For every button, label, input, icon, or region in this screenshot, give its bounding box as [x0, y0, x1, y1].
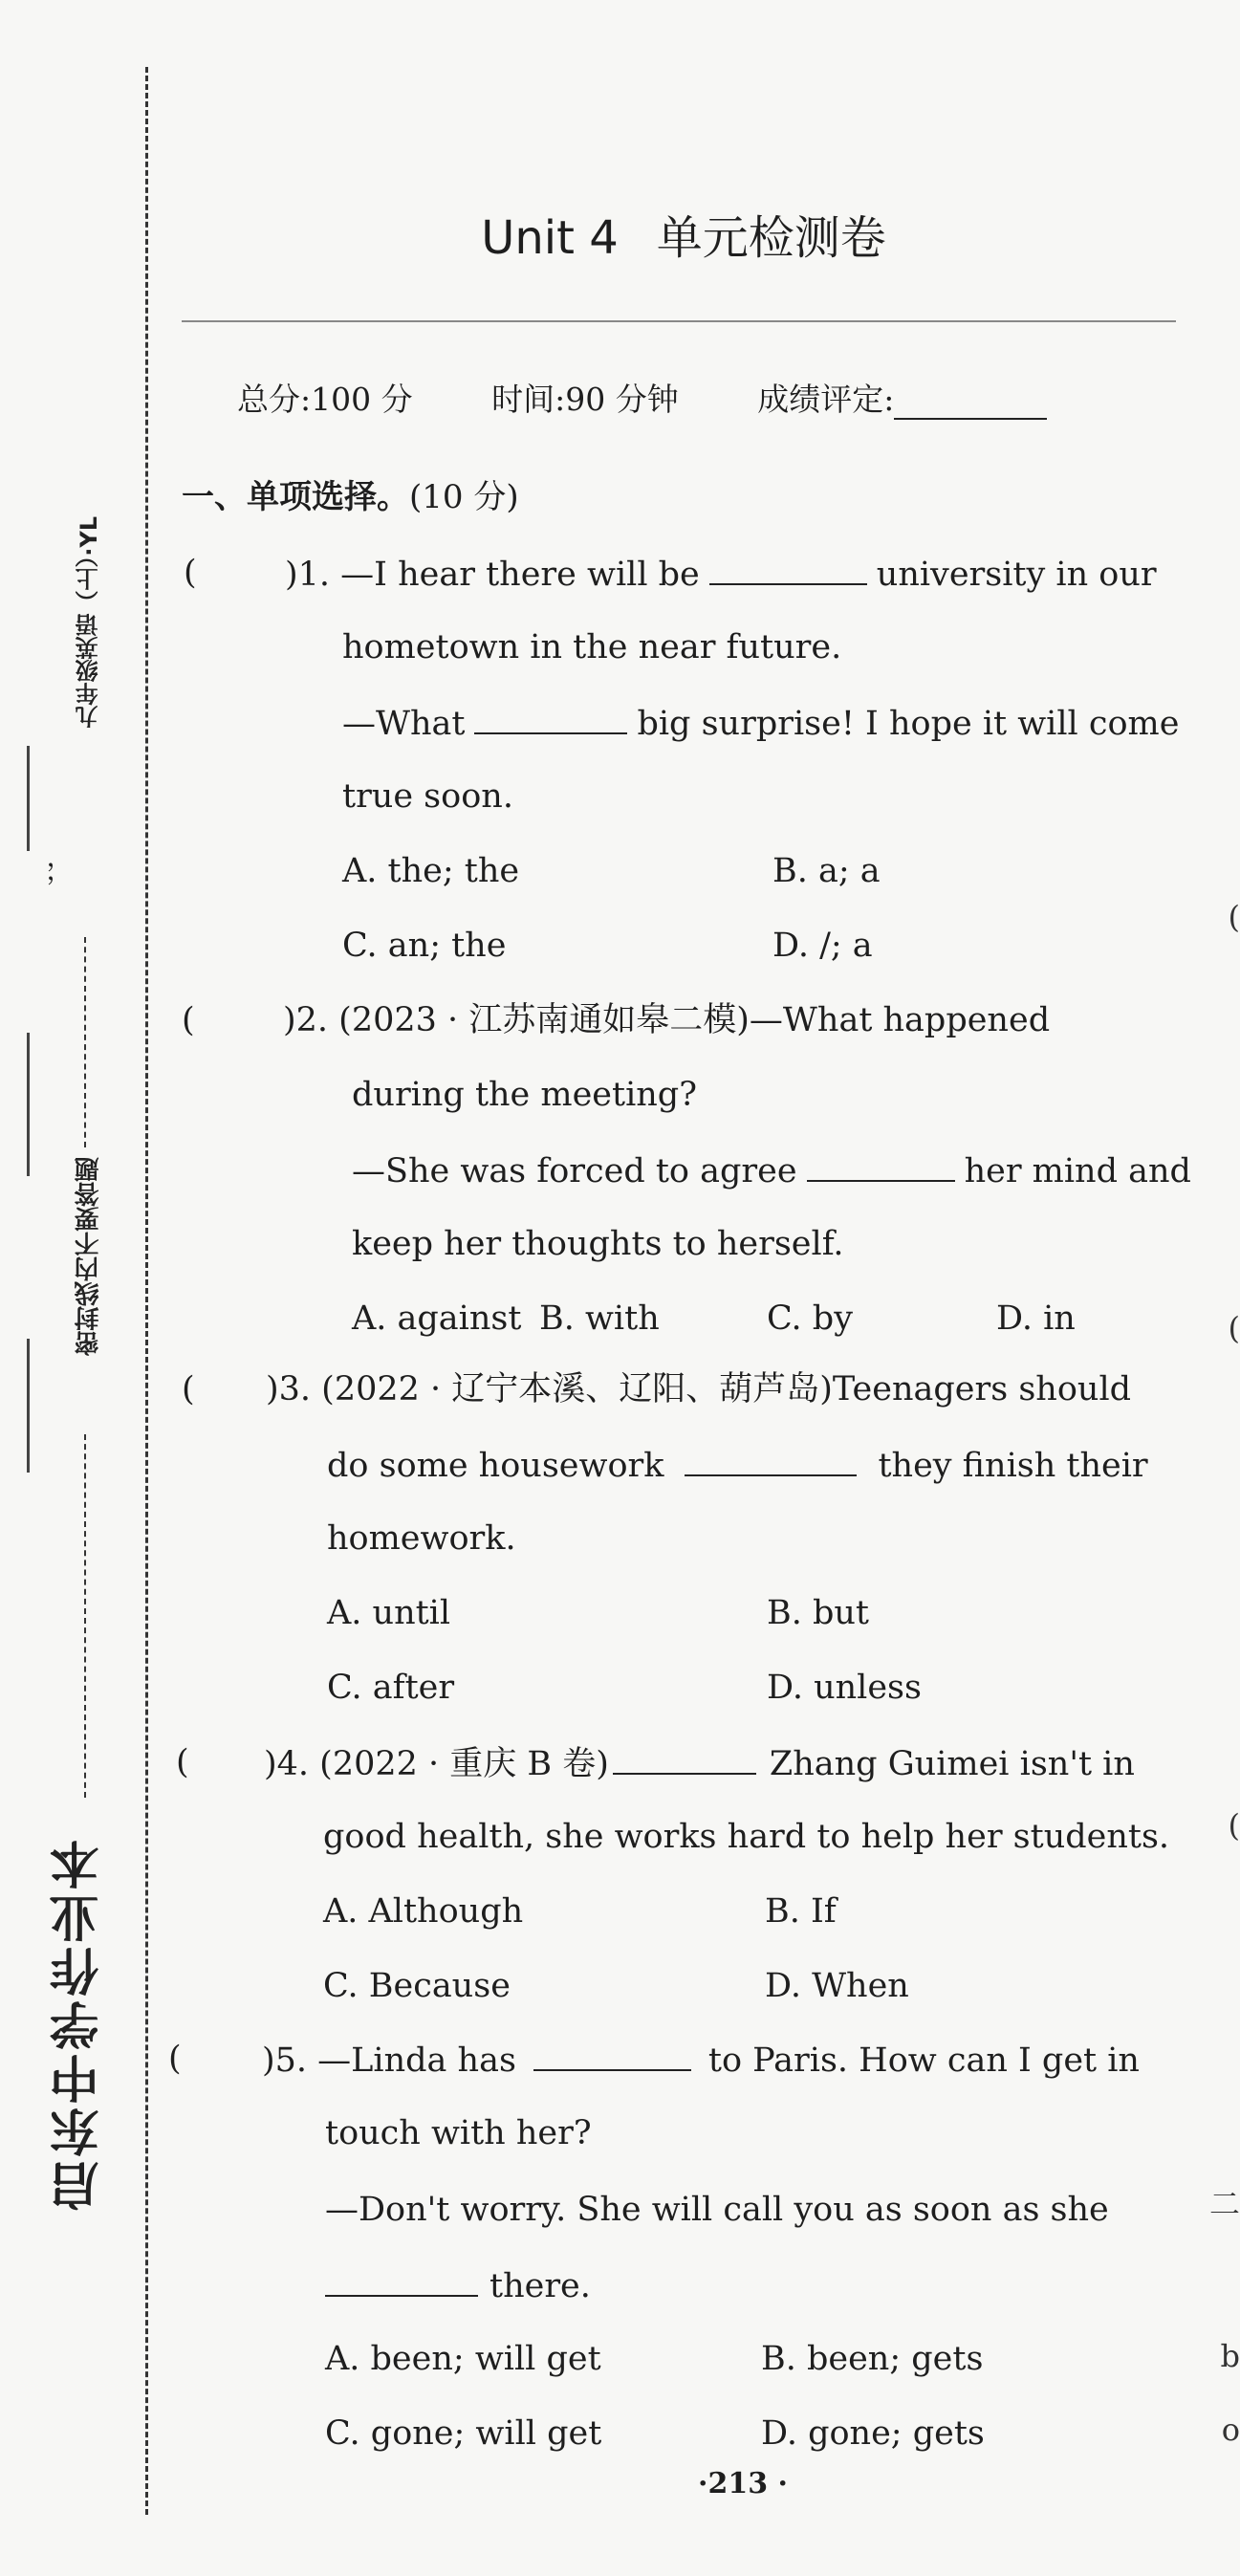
score-info	[237, 375, 1047, 420]
q2-response-a: —She was forced to agree	[352, 1152, 797, 1190]
option-a[interactable]: A. Although	[323, 1892, 524, 1931]
edge-mark: 二	[1208, 2186, 1240, 2222]
q1-stem-b: university in our	[876, 556, 1157, 594]
edge-mark: (	[1228, 1310, 1240, 1346]
q5-stem-a	[262, 2039, 1140, 2081]
option-b[interactable]: B. a; a	[772, 852, 881, 890]
option-c[interactable]: C. an; the	[342, 927, 507, 965]
q4-stem-a1: )4. (2022 · 重庆 B 卷)	[264, 1745, 609, 1783]
total-score: 总分:100 分	[237, 381, 413, 418]
q1-stem-c: hometown in the near future.	[342, 628, 842, 666]
answer-bracket[interactable]: (	[182, 1001, 195, 1039]
option-b[interactable]: B. with	[539, 1299, 660, 1338]
q2-response-c: keep her thoughts to herself.	[352, 1225, 844, 1263]
option-c[interactable]: C. Because	[323, 1967, 511, 2005]
name-field-line	[27, 746, 30, 851]
q1-response-c: true soon.	[342, 777, 513, 816]
option-d[interactable]: D. in	[996, 1299, 1076, 1338]
option-c[interactable]: C. after	[327, 1669, 455, 1707]
time-limit: 时间:90 分钟	[491, 381, 679, 418]
edge-mark: (	[1228, 1807, 1240, 1844]
option-a[interactable]: A. until	[327, 1594, 451, 1632]
class-field-line	[27, 1033, 30, 1176]
q1-response-b: big surprise! I hope it will come	[637, 705, 1180, 743]
test-title: 单元检测卷	[656, 211, 886, 265]
cut-line	[145, 67, 148, 2515]
q1-response-a: —What	[342, 705, 466, 743]
q5-response-b	[325, 2264, 591, 2306]
grade-subject-label: 九年级英语（上）·YL	[76, 516, 102, 729]
edge-mark: o	[1221, 2412, 1240, 2448]
option-a[interactable]: A. the; the	[342, 852, 520, 890]
option-b[interactable]: B. been; gets	[761, 2340, 984, 2378]
q1-response	[342, 702, 1179, 744]
q3-stem-a: )3. (2022 · 辽宁本溪、辽阳、葫芦岛)Teenagers should	[266, 1370, 1132, 1408]
answer-blank[interactable]	[685, 1444, 857, 1476]
section-heading	[182, 470, 519, 517]
option-b[interactable]: B. If	[765, 1892, 837, 1931]
q5-response-c: there.	[489, 2267, 591, 2305]
seal-dash-lower	[84, 1434, 86, 1798]
q2-stem-a: )2. (2023 · 江苏南通如皋二模)—What happened	[283, 1001, 1051, 1039]
option-b[interactable]: B. but	[767, 1594, 869, 1632]
number-field-line	[27, 1339, 30, 1473]
option-c[interactable]: C. by	[767, 1299, 853, 1338]
option-d[interactable]: D. gone; gets	[761, 2414, 985, 2453]
option-a[interactable]: A. against	[352, 1299, 522, 1338]
answer-bracket[interactable]: (	[168, 2040, 182, 2078]
answer-blank[interactable]	[613, 1742, 756, 1775]
answer-blank[interactable]	[709, 553, 867, 585]
q1-stem-a: )1. —I hear there will be	[285, 556, 700, 594]
answer-blank[interactable]	[533, 2039, 691, 2071]
option-d[interactable]: D. When	[765, 1967, 909, 2005]
option-a[interactable]: A. been; will get	[325, 2340, 601, 2378]
edge-mark: b	[1220, 2338, 1240, 2374]
binding-margin	[0, 0, 134, 2576]
grade-blank[interactable]	[894, 389, 1047, 420]
q3-stem-c: homework.	[327, 1519, 516, 1558]
question-text	[285, 553, 1157, 595]
answer-bracket[interactable]: (	[184, 554, 197, 592]
section-score: (10 分)	[409, 478, 519, 516]
school-name: 启东中学作业本	[51, 1836, 108, 2211]
title-divider	[182, 320, 1176, 322]
seal-line-notice: 密封线内不要答题	[75, 1157, 103, 1356]
option-d[interactable]: D. /; a	[772, 927, 873, 965]
margin-marks: ，，	[25, 861, 56, 901]
q3-stem-b	[327, 1444, 1148, 1486]
page-number: ·213 ·	[698, 2467, 788, 2500]
q5-response-a: —Don't worry. She will call you as soon as she	[325, 2191, 1109, 2229]
q4-stem-a	[264, 1742, 1135, 1784]
answer-bracket[interactable]: (	[182, 1370, 195, 1408]
q5-stem-a2: to Paris. How can I get in	[707, 2041, 1140, 2080]
q2-stem-b: during the meeting?	[352, 1076, 697, 1114]
q2-response-b: her mind and	[964, 1152, 1191, 1190]
q5-stem-b: touch with her?	[325, 2114, 592, 2152]
q2-response	[352, 1149, 1191, 1191]
option-c[interactable]: C. gone; will get	[325, 2414, 602, 2453]
q4-stem-b: good health, she works hard to help her students.	[323, 1818, 1170, 1856]
q5-stem-a1: )5. —Linda has	[262, 2041, 516, 2080]
seal-dash-upper	[84, 937, 86, 1147]
answer-blank[interactable]	[474, 702, 627, 734]
answer-bracket[interactable]: (	[176, 1743, 189, 1781]
q3-stem-b2: they finish their	[878, 1447, 1148, 1485]
q4-stem-a2: Zhang Guimei isn't in	[769, 1745, 1135, 1783]
answer-blank[interactable]	[325, 2264, 478, 2297]
page-title	[182, 201, 1186, 267]
grade-label: 成绩评定:	[757, 381, 895, 418]
unit-label: Unit 4	[481, 211, 619, 265]
section-title: 一、单项选择。	[182, 478, 409, 516]
answer-blank[interactable]	[807, 1149, 955, 1182]
edge-mark: (	[1228, 899, 1240, 935]
option-d[interactable]: D. unless	[767, 1669, 922, 1707]
q3-stem-b1: do some housework	[327, 1447, 664, 1485]
